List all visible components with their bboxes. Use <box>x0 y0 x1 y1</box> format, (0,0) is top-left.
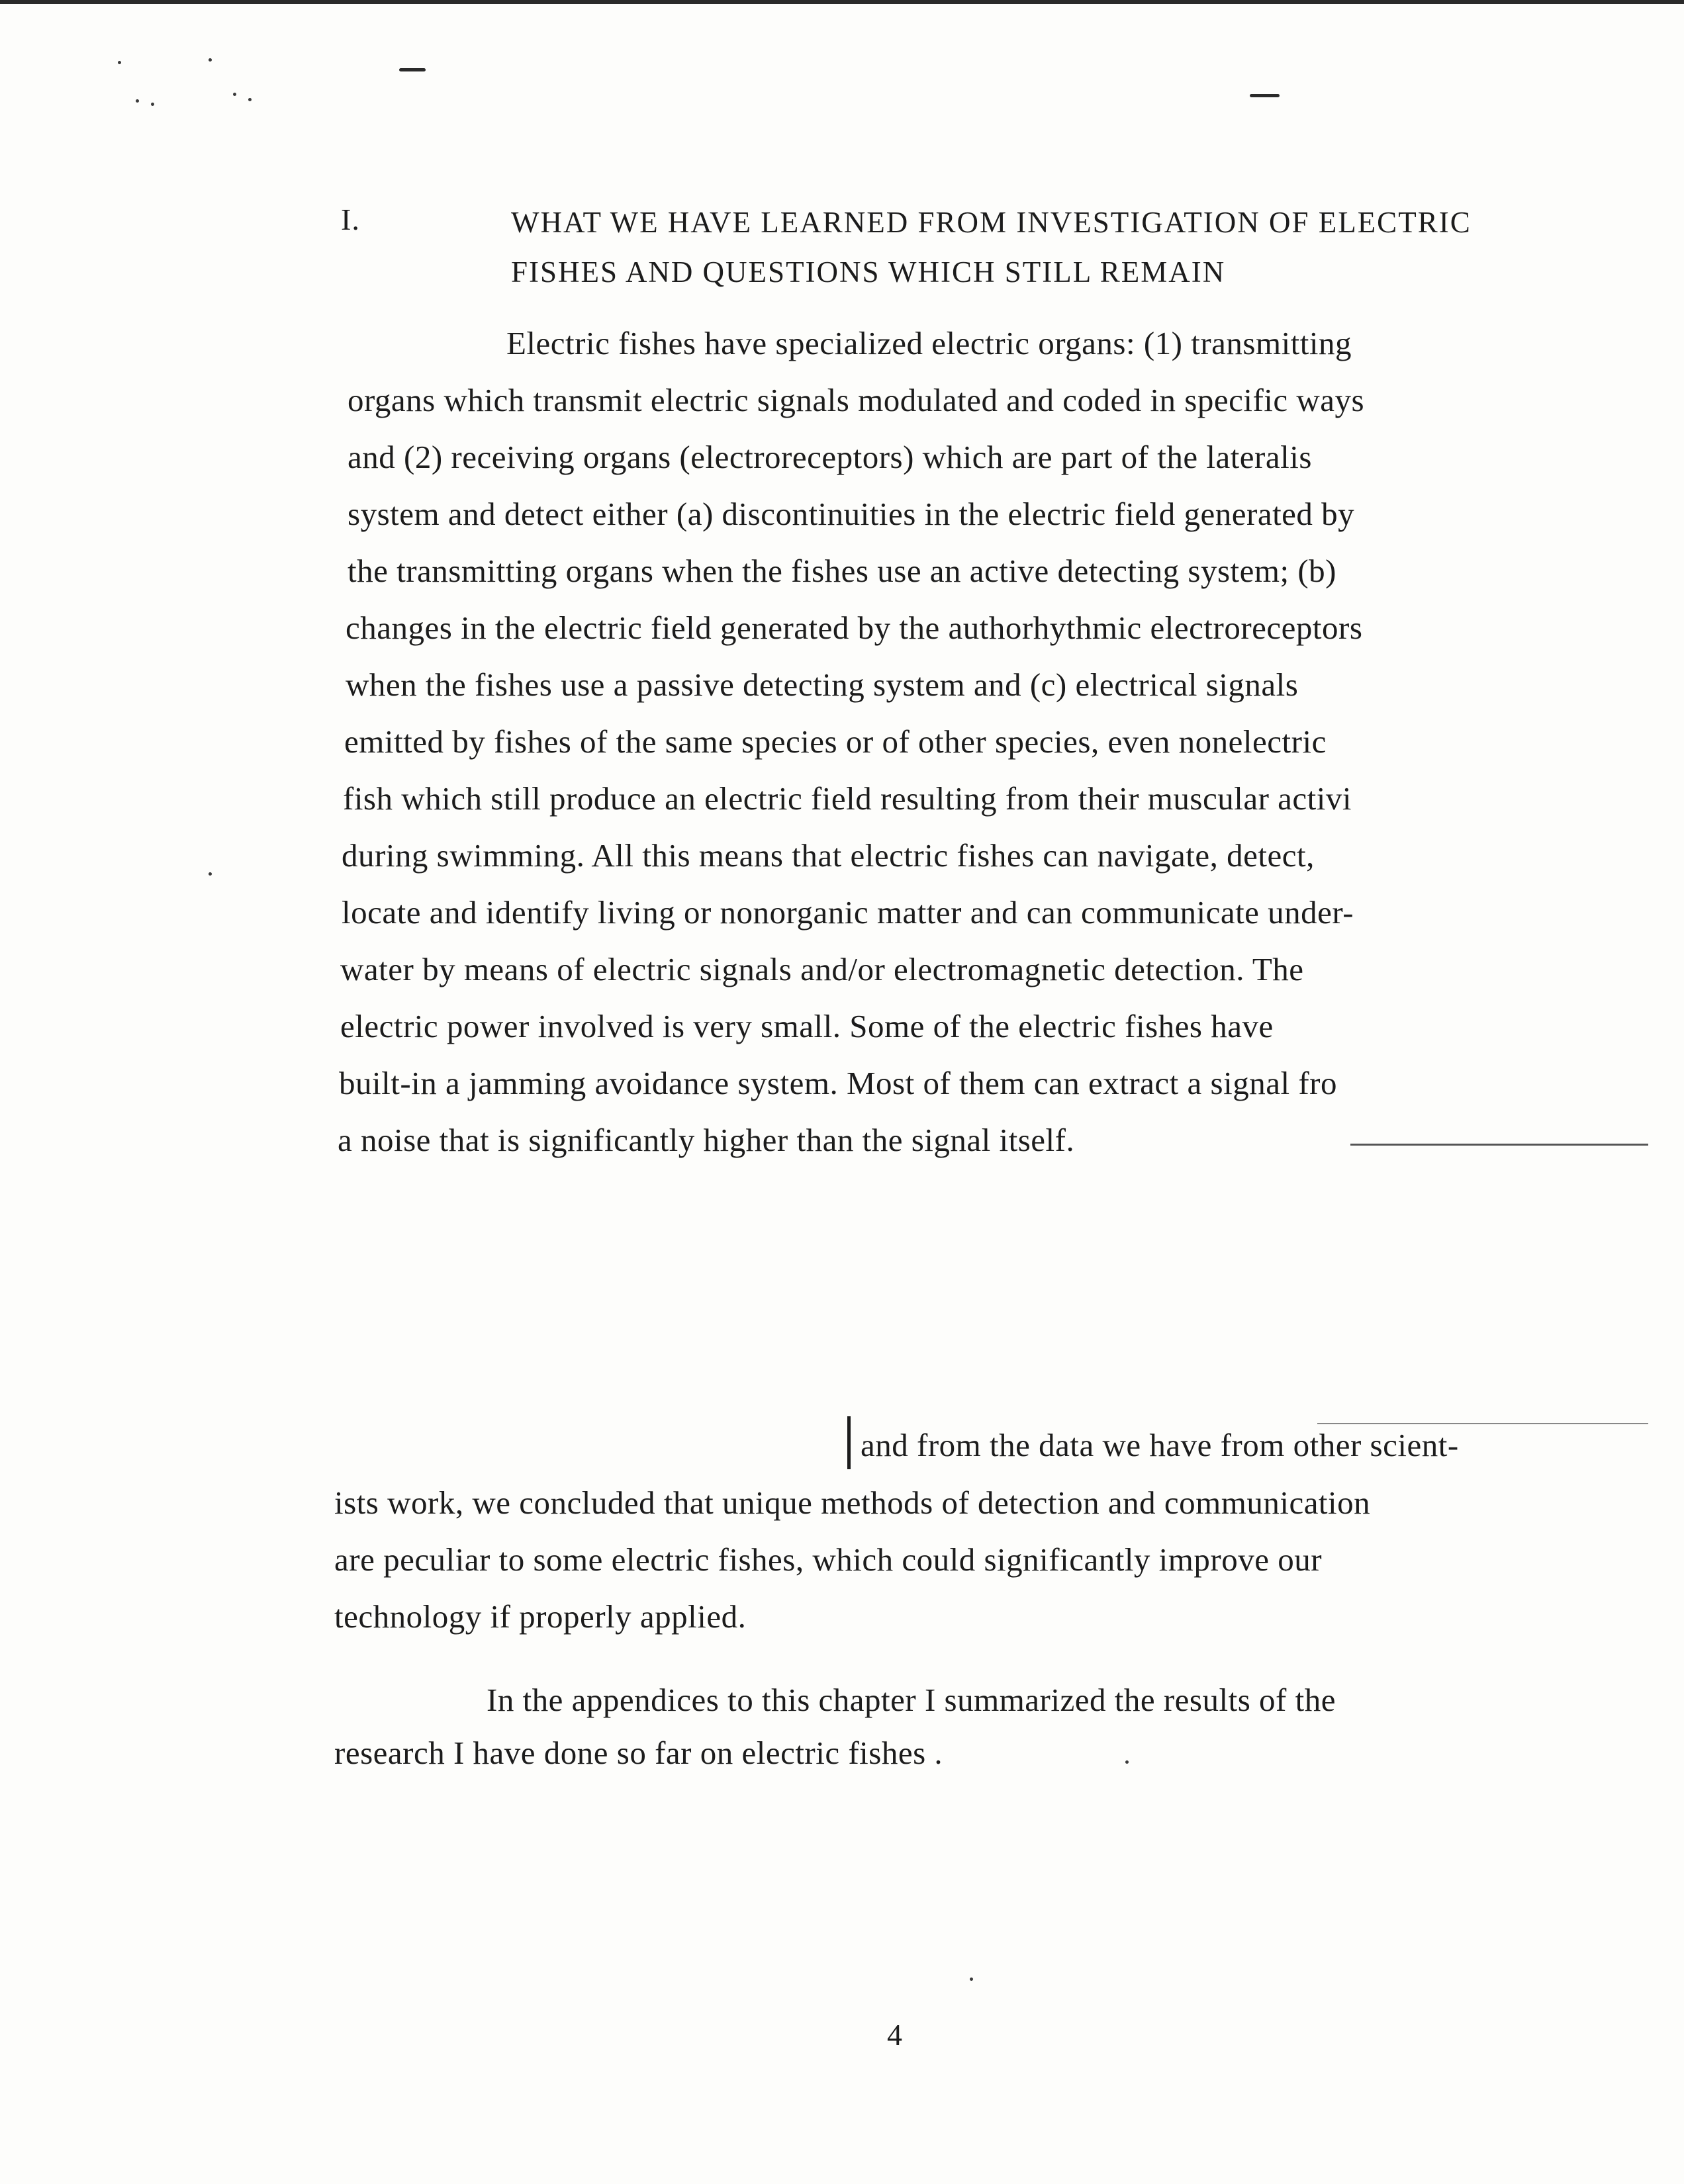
scan-speck <box>209 58 212 62</box>
paragraph-line: technology if properly applied. <box>334 1598 747 1635</box>
scan-speck <box>151 103 154 106</box>
paragraph-line: a noise that is significantly higher than the signal itself. <box>338 1122 1075 1158</box>
insertion-bar <box>847 1416 851 1469</box>
paragraph-line: emitted by fishes of the same species or of other species, even nonelectric <box>344 723 1327 760</box>
paragraph-line: and (2) receiving organs (electroreceptors) which are part of the lateralis <box>348 439 1312 475</box>
section-heading-line-2: FISHES AND QUESTIONS WHICH STILL REMAIN <box>511 255 1226 289</box>
scan-dash <box>1250 94 1280 97</box>
paragraph-line: organs which transmit electric signals modulated and coded in specific ways <box>348 382 1365 418</box>
paragraph-line: during swimming. All this means that electric fishes can navigate, detect, <box>342 837 1315 874</box>
section-heading-line-1: WHAT WE HAVE LEARNED FROM INVESTIGATION OF ELECTRIC <box>511 206 1472 239</box>
scan-rule <box>1317 1423 1648 1424</box>
scan-speck <box>136 99 139 103</box>
paragraph-line: are peculiar to some electric fishes, which could significantly improve our <box>334 1541 1323 1578</box>
paragraph-line: research I have done so far on electric fishes . <box>334 1735 943 1771</box>
scan-speck <box>118 61 121 64</box>
paragraph-line: In the appendices to this chapter I summarized the results of the <box>487 1682 1336 1718</box>
paragraph-line: when the fishes use a passive detecting system and (c) electrical signals <box>346 666 1299 703</box>
paragraph-line: system and detect either (a) discontinuities in the electric field generated by <box>348 496 1355 532</box>
page-number: 4 <box>887 2018 902 2052</box>
paragraph-line: built-in a jamming avoidance system. Most of them can extract a signal fro <box>339 1065 1337 1101</box>
paragraph-line: the transmitting organs when the fishes use an active detecting system; (b) <box>348 553 1336 589</box>
scan-dash <box>399 68 426 71</box>
paragraph-line: changes in the electric field generated by the authorhythmic electroreceptors <box>346 610 1363 646</box>
scan-speck <box>1125 1760 1129 1764</box>
scan-top-edge <box>0 0 1684 4</box>
paragraph-line: fish which still produce an electric field resulting from their muscular activi <box>343 780 1352 817</box>
paragraph-line: locate and identify living or nonorganic matter and can communicate under- <box>342 894 1354 931</box>
paragraph-line: electric power involved is very small. Some of the electric fishes have <box>340 1008 1274 1044</box>
section-number: I. <box>341 203 360 236</box>
paragraph-line: water by means of electric signals and/or electromagnetic detection. The <box>340 951 1304 987</box>
paragraph-line: ists work, we concluded that unique methods of detection and communication <box>334 1484 1371 1521</box>
scan-speck <box>248 98 252 101</box>
paragraph-line: Electric fishes have specialized electric organs: (1) transmitting <box>506 325 1352 361</box>
scan-speck <box>209 872 212 876</box>
scan-speck <box>233 93 236 96</box>
scan-rule <box>1350 1144 1648 1146</box>
scan-speck <box>970 1978 973 1981</box>
paragraph-line: and from the data we have from other scient- <box>861 1427 1459 1463</box>
